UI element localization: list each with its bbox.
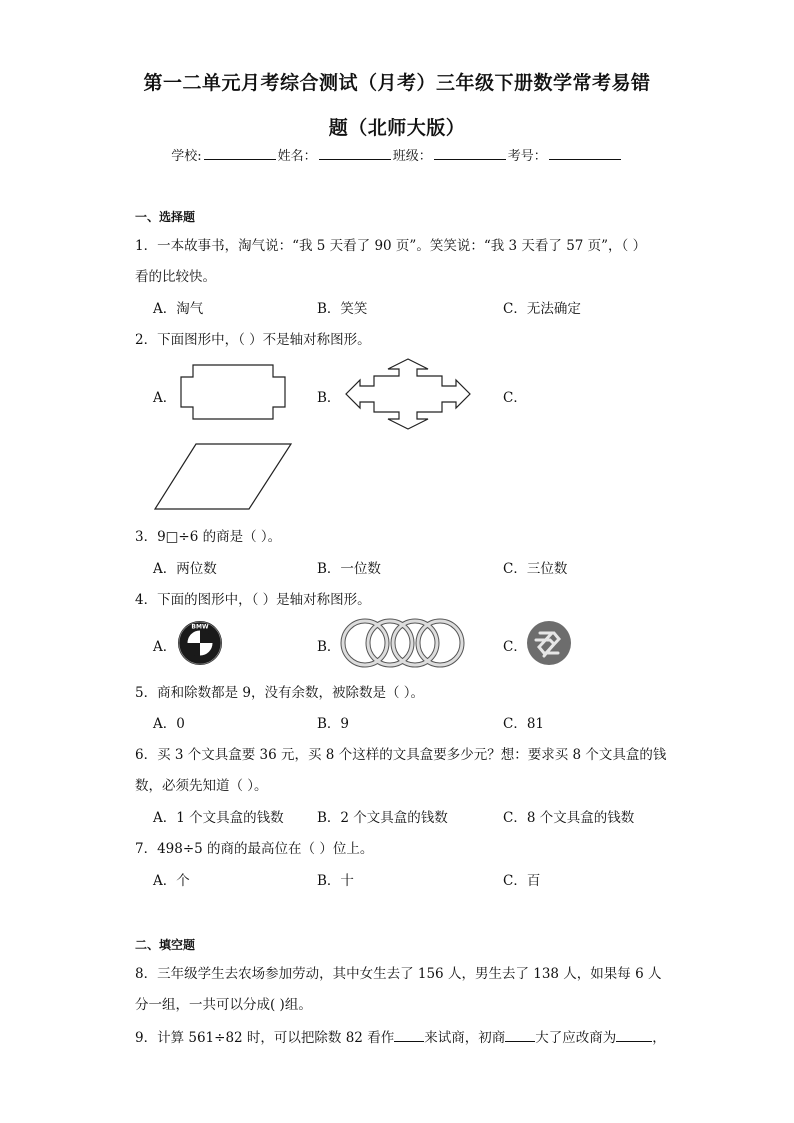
- question-6-line2: 数，必须先知道（ ）。: [135, 778, 268, 794]
- question-7-option-a[interactable]: A．个: [153, 873, 190, 889]
- class-label: 班级：: [392, 149, 432, 164]
- question-2-text: 2．下面图形中，（ ）不是轴对称图形。: [135, 332, 371, 348]
- question-2-option-b[interactable]: B．: [317, 390, 341, 406]
- question-5-option-b[interactable]: B．9: [317, 716, 350, 732]
- page-title-line1: 第一二单元月考综合测试（月考）三年级下册数学常考易错: [143, 72, 651, 94]
- question-6-option-c[interactable]: C．8 个文具盒的钱数: [503, 810, 635, 826]
- question-5-text: 5．商和除数都是 9，没有余数，被除数是（ ）。: [135, 685, 425, 701]
- question-4-text: 4．下面的图形中，（ ）是轴对称图形。: [135, 592, 371, 608]
- china-mobile-logo-icon: [526, 620, 572, 666]
- question-9-blank-3[interactable]: [616, 1028, 652, 1042]
- section-fill-heading: 二、填空题: [135, 938, 196, 952]
- question-3-option-b[interactable]: B．一位数: [317, 561, 381, 577]
- question-4-option-a[interactable]: A．: [153, 639, 177, 655]
- four-arrow-cross-figure: [344, 358, 472, 430]
- question-3-text: 3．9□÷6 的商是（ ）。: [135, 529, 282, 545]
- question-3-option-a[interactable]: A．两位数: [153, 561, 217, 577]
- question-6-line1: 6．买 3 个文具盒要 36 元，买 8 个这样的文具盒要多少元？想：要求买 8 个文具盒的钱: [135, 747, 667, 763]
- question-9-part3: 大了应改商为: [535, 1030, 617, 1046]
- class-blank[interactable]: [434, 147, 506, 160]
- question-6-option-a[interactable]: A．1 个文具盒的钱数: [153, 810, 284, 826]
- question-9-blank-2[interactable]: [505, 1028, 535, 1042]
- question-9-part4: ，: [652, 1030, 666, 1046]
- question-1-line2: 看的比较快。: [135, 269, 216, 285]
- parallelogram-figure: [153, 443, 293, 511]
- question-3-option-c[interactable]: C．三位数: [503, 561, 568, 577]
- name-label: 姓名：: [277, 149, 317, 164]
- number-label: 考号：: [507, 149, 547, 164]
- question-1-option-b[interactable]: B．笑笑: [317, 301, 368, 317]
- question-7-text: 7．498÷5 的商的最高位在（ ）位上。: [135, 841, 374, 857]
- school-label: 学校:: [171, 149, 202, 164]
- question-7-option-c[interactable]: C．百: [503, 873, 541, 889]
- svg-text:BMW: BMW: [191, 623, 209, 631]
- question-7-option-b[interactable]: B．十: [317, 873, 354, 889]
- bmw-logo-icon: [177, 620, 223, 666]
- school-blank[interactable]: [204, 147, 276, 160]
- question-9-blank-1[interactable]: [394, 1028, 424, 1042]
- question-8-line1: 8．三年级学生去农场参加劳动，其中女生去了 156 人，男生去了 138 人，如果每 6 人: [135, 966, 662, 982]
- number-blank[interactable]: [549, 147, 621, 160]
- notched-rectangle-figure: [179, 364, 287, 420]
- question-8-line2: 分一组，一共可以分成( )组。: [135, 997, 312, 1013]
- question-2-option-c[interactable]: C．: [503, 390, 527, 406]
- question-1-line1: 1．一本故事书，淘气说：“我 5 天看了 90 页”。笑笑说：“我 3 天看了 57 页”，（ ）: [135, 238, 647, 254]
- name-blank[interactable]: [319, 147, 391, 160]
- four-rings-logo-icon: [340, 618, 468, 668]
- section-choice-heading: 一、选择题: [135, 210, 196, 224]
- question-2-option-a[interactable]: A．: [153, 390, 177, 406]
- question-5-option-a[interactable]: A．0: [153, 716, 185, 732]
- student-info-line: [0, 145, 794, 164]
- question-5-option-c[interactable]: C．81: [503, 716, 545, 732]
- question-9-part2: 来试商，初商: [424, 1030, 506, 1046]
- question-6-option-b[interactable]: B．2 个文具盒的钱数: [317, 810, 448, 826]
- question-4-option-b[interactable]: B．: [317, 639, 341, 655]
- question-1-option-a[interactable]: A．淘气: [153, 301, 204, 317]
- question-9-text: [135, 1026, 666, 1046]
- question-4-option-c[interactable]: C．: [503, 639, 527, 655]
- question-1-option-c[interactable]: C．无法确定: [503, 301, 581, 317]
- page-title-line2: 题（北师大版）: [328, 117, 466, 139]
- question-9-part1: 9．计算 561÷82 时，可以把除数 82 看作: [135, 1030, 395, 1046]
